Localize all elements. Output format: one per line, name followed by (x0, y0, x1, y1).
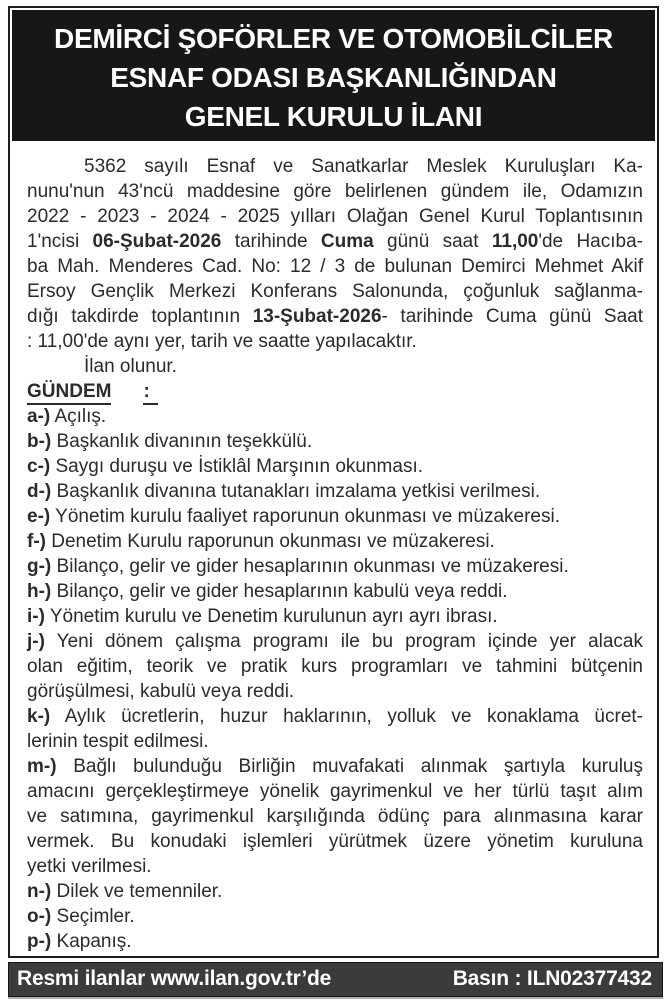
agenda-item-line: görüşülmesi, kabulü veya reddi. (27, 681, 295, 702)
agenda-item-letter: g-) (27, 556, 52, 577)
agenda-list (27, 404, 643, 954)
paragraph-line (27, 354, 643, 379)
agenda-item-letter: k-) (27, 706, 51, 727)
agenda-item (27, 579, 643, 604)
agenda-item-line: b-) Başkanlık divanının teşekkülü. (27, 431, 313, 452)
agenda-item-letter: e-) (27, 506, 51, 527)
notice-title-line: GENEL KURULU İLANI (184, 101, 483, 132)
agenda-heading (27, 379, 643, 404)
agenda-item (27, 879, 643, 904)
paragraph-line (27, 204, 643, 229)
notice-paragraph (27, 154, 643, 379)
official-ads-url: Resmi ilanlar www.ilan.gov.tr’de (17, 966, 332, 990)
bold-text: 06-Şubat-2026 (92, 231, 222, 252)
agenda-item (27, 754, 643, 879)
press-id: Basın : ILN02377432 (452, 966, 652, 990)
paragraph-line (27, 229, 643, 254)
agenda-item-letter: j-) (27, 631, 45, 652)
agenda-item-line: a-) Açılış. (27, 406, 107, 427)
agenda-item-letter: d-) (27, 481, 52, 502)
notice-body (12, 141, 655, 954)
notice-frame (8, 6, 659, 958)
agenda-item-letter: b-) (27, 431, 52, 452)
agenda-item-line: o-) Seçimler. (27, 906, 135, 927)
agenda-item-line: d-) Başkanlık divanına tutanakları imzalama yetkisi verilmesi. (27, 481, 541, 502)
text: dığı takdirde toplantının (27, 306, 253, 327)
agenda-heading-colon: : (143, 381, 157, 405)
agenda-item-line: yetki verilmesi. (27, 856, 152, 877)
paragraph-line (27, 179, 643, 204)
agenda-item-line: ve satımına, gayrimenkul karşılığında ödünç para alınmasına karar (27, 806, 643, 827)
agenda-item-line: f-) Denetim Kurulu raporunun okunması ve müzakeresi. (27, 531, 495, 552)
text: - tarihinde Cuma günü Saat (381, 306, 643, 327)
agenda-item (27, 929, 643, 954)
text: ba Mah. Menderes Cad. No: 12 / 3 de bulunan Demirci Mehmet Akif (27, 256, 643, 277)
agenda-item (27, 404, 643, 429)
agenda-item (27, 504, 643, 529)
agenda-item-line: c-) Saygı duruşu ve İstiklâl Marşının okunması. (27, 456, 424, 477)
agenda-item-line: j-) Yeni dönem çalışma programı ile bu program içinde yer alacak (27, 631, 643, 652)
agenda-item-letter: a-) (27, 406, 51, 427)
paragraph-line (27, 154, 643, 179)
agenda-item (27, 429, 643, 454)
footer-bar (8, 962, 663, 997)
text: günü saat (373, 231, 492, 252)
agenda-item-line: p-) Kapanış. (27, 931, 132, 952)
notice-title-line: DEMİRCİ ŞOFÖRLER VE OTOMOBİLCİLER (54, 23, 613, 54)
paragraph-line (27, 304, 643, 329)
agenda-item-letter: c-) (27, 456, 51, 477)
paragraph-line (27, 279, 643, 304)
agenda-item-line: m-) Bağlı bulunduğu Birliğin muvafakati alınmak şartıyla kuruluş (27, 756, 643, 777)
text: tarihinde (221, 231, 321, 252)
paragraph-line (27, 254, 643, 279)
agenda-item-letter: p-) (27, 931, 52, 952)
agenda-item (27, 704, 643, 754)
bold-text: 13-Şubat-2026 (252, 306, 382, 327)
agenda-item-line: h-) Bilanço, gelir ve gider hesaplarının kabulü veya reddi. (27, 581, 508, 602)
text: 5362 sayılı Esnaf ve Sanatkarlar Meslek Kuruluşları Ka- (84, 156, 643, 177)
paragraph-line (27, 329, 643, 354)
text: İlan olunur. (84, 356, 177, 377)
notice-title-line: ESNAF ODASI BAŞKANLIĞINDAN (110, 62, 557, 93)
bold-text: 11,00 (491, 231, 539, 252)
text: Ersoy Gençlik Merkezi Konferans Salonunda, çoğunluk sağlanma- (27, 281, 643, 302)
agenda-item-line: amacını gerçekleştirmeye yönelik gayrimenkul ve her türlü taşıt alım (27, 781, 643, 802)
text: 'de Hacıba- (538, 231, 643, 252)
agenda-item-line: vermek. Bu konudaki işlemleri yürütmek üzere yönetim kuruluna (27, 831, 643, 852)
agenda-item (27, 454, 643, 479)
agenda-item-line: lerinin tespit edilmesi. (27, 731, 209, 752)
text: nunu'nun 43'ncü maddesine göre belirlenen gündem ile, Odamızın (27, 181, 643, 202)
agenda-item-line: i-) Yönetim kurulu ve Denetim kurulunun ayrı ayrı ibrası. (27, 606, 498, 627)
agenda-item-line: g-) Bilanço, gelir ve gider hesaplarının okunması ve müzakeresi. (27, 556, 569, 577)
agenda-item (27, 904, 643, 929)
text: : 11,00'de aynı yer, tarih ve saatte yapılacaktır. (27, 331, 417, 352)
notice-title (12, 10, 655, 141)
agenda-item (27, 554, 643, 579)
text: 1'ncisi (27, 231, 93, 252)
agenda-item-letter: h-) (27, 581, 52, 602)
agenda-item-letter: i-) (27, 606, 45, 627)
text: 2022 - 2023 - 2024 - 2025 yılları Olağan Genel Kurul Toplantısının (27, 206, 643, 227)
agenda-item (27, 604, 643, 629)
bold-text: Cuma (320, 231, 374, 252)
agenda-item-letter: m-) (27, 756, 57, 777)
agenda-item (27, 629, 643, 704)
agenda-item-letter: o-) (27, 906, 52, 927)
agenda-item (27, 529, 643, 554)
agenda-item-line: k-) Aylık ücretlerin, huzur haklarının, yolluk ve konaklama ücret- (27, 706, 643, 727)
agenda-heading-label: GÜNDEM (27, 381, 111, 405)
agenda-item-line: e-) Yönetim kurulu faaliyet raporunun okunması ve müzakeresi. (27, 506, 560, 527)
agenda-item-line: n-) Dilek ve temenniler. (27, 881, 223, 902)
agenda-item-letter: f-) (27, 531, 46, 552)
agenda-item (27, 479, 643, 504)
agenda-item-line: olan eğitim, teorik ve pratik kurs programları ve tahmini bütçenin (27, 656, 643, 677)
agenda-item-letter: n-) (27, 881, 52, 902)
